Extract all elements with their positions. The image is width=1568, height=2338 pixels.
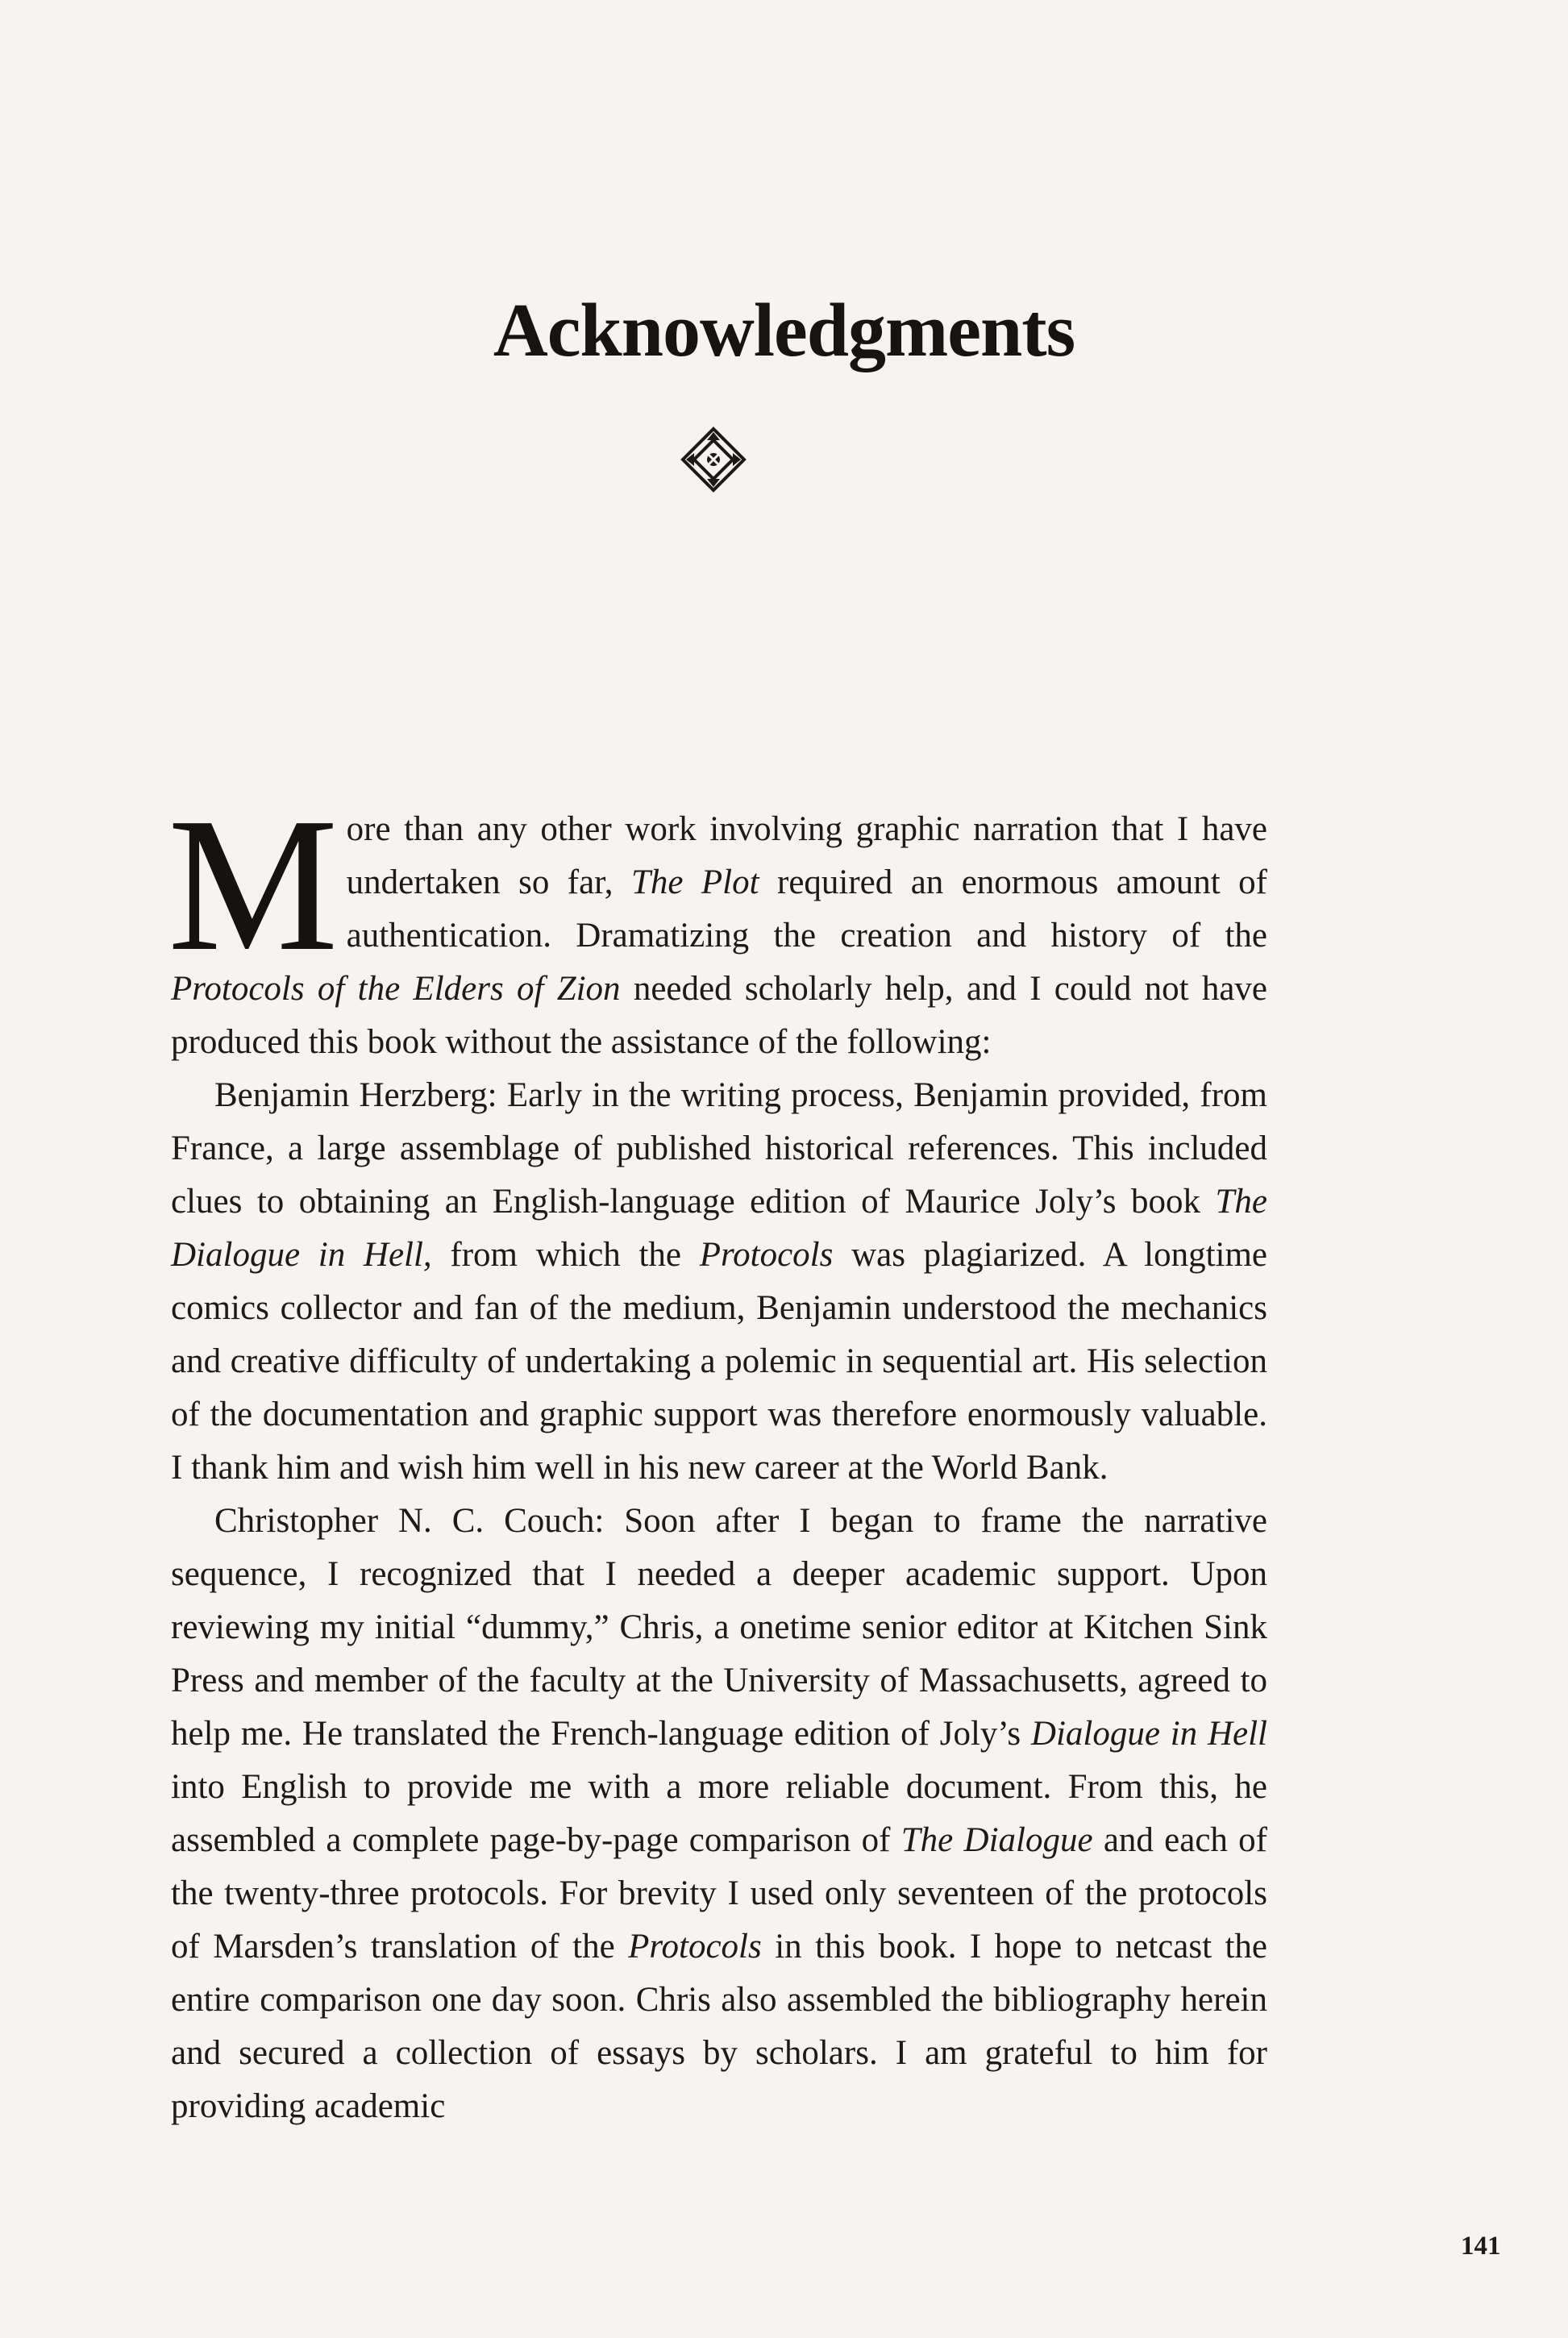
text-run: Christopher N. C. Couch: Soon after I began to frame the narrative sequence, I recognized that I needed a deeper academic support. Upon reviewing my initial “dummy,” Chris, a onetime senior editor at Kitchen Sink Press and member of the faculty at the University of Massachusetts, agreed to help me. He translated the French-language edition of Joly’s [171, 1502, 1267, 1753]
paragraph-benjamin-herzberg [171, 1069, 1267, 1495]
drop-cap-letter: M [168, 779, 339, 991]
book-title-italic: The Plot [630, 863, 759, 901]
text-run: needed scholarly help, and I could not have produced this book without the assistance of the following: [171, 970, 1267, 1061]
text-run: from which the [431, 1236, 700, 1274]
show-through-texture [171, 153, 1267, 206]
text-run: Benjamin Herzberg: Early in the writing process, Benjamin provided, from France, a large assemblage of published historical references. This included clues to obtaining an English-language edition of Maurice Joly’s book [171, 1076, 1267, 1221]
text-run: and each of the twenty-three protocols. For brevity I used only seventeen of the protocols of Marsden’s translation of the [171, 1821, 1267, 1966]
book-title-italic: The Dialogue in Hell, [171, 1183, 1267, 1274]
paragraph-introduction [168, 779, 1267, 1069]
book-title-italic: The Dialogue [900, 1821, 1093, 1859]
page-title: Acknowledgments [493, 289, 1075, 372]
paragraph-christopher-couch [171, 1495, 1267, 2133]
text-run: into English to provide me with a more reliable document. From this, he assembled a complete page-by-page comparison of [171, 1768, 1267, 1859]
diamond-ornament-icon [680, 426, 747, 493]
text-run: was plagiarized. A longtime comics collector and fan of the medium, Benjamin understood the mechanics and creative difficulty of undertaking a polemic in sequential art. His selection of the documentation and graphic support was therefore enormously valuable. I thank him and wish him well in his new career at the World Bank. [171, 1236, 1268, 1487]
book-title-italic: Protocols of the Elders of Zion [171, 970, 621, 1008]
text-run: in this book. I hope to netcast the entire comparison one day soon. Chris also assembled the bibliography herein and secured a collection of essays by scholars. I am grateful to him for providing academic [171, 1928, 1268, 2125]
book-title-italic: Protocols [699, 1236, 834, 1274]
text-run: ore than any other work involving graphic narration that I have undertaken so far, [346, 810, 1267, 901]
book-title-italic: Dialogue in Hell [1030, 1715, 1268, 1753]
book-title-italic: Protocols [628, 1928, 762, 1966]
page-number: 141 [1461, 2232, 1501, 2261]
body-text [168, 779, 1268, 2133]
text-run: required an enormous amount of authentication. Dramatizing the creation and history of the [346, 863, 1267, 955]
